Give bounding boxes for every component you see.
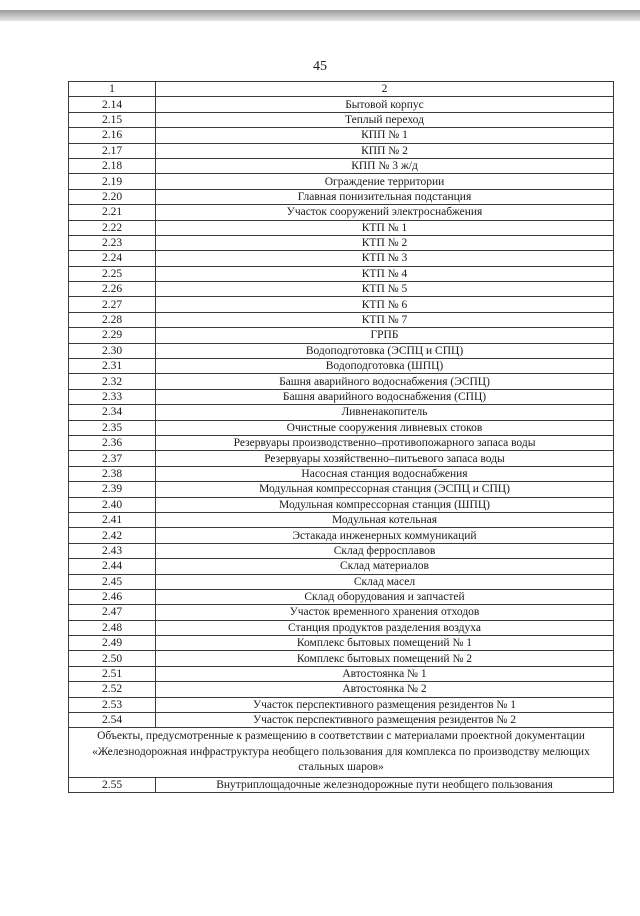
table-row xyxy=(69,620,614,635)
table-row xyxy=(69,528,614,543)
column-header-2: 2 xyxy=(156,82,614,97)
section-heading: Объекты, предусмотренные к размещению в соответствии с материалами проектной документации «Железнодорожная инфраструктура необщего пользования для комплекса по производству мелющих стальных шаров» xyxy=(69,728,614,778)
table-row xyxy=(69,451,614,466)
row-name-cell: Модульная компрессорная станция (ЭСПЦ и СПЦ) xyxy=(156,482,614,497)
table-row xyxy=(69,97,614,112)
row-number-cell: 2.36 xyxy=(69,435,156,450)
page-number: 45 xyxy=(313,59,327,74)
row-number-cell: 2.34 xyxy=(69,405,156,420)
table-row xyxy=(69,266,614,281)
row-name-cell: Модульная котельная xyxy=(156,512,614,527)
row-number-cell: 2.48 xyxy=(69,620,156,635)
row-number-cell: 2.51 xyxy=(69,666,156,681)
row-number-cell: 2.23 xyxy=(69,235,156,250)
row-name-cell: Участок сооружений электроснабжения xyxy=(156,205,614,220)
table-row xyxy=(69,682,614,697)
row-number-cell: 2.47 xyxy=(69,605,156,620)
table-row xyxy=(69,343,614,358)
row-number-cell: 2.43 xyxy=(69,543,156,558)
table-row xyxy=(69,666,614,681)
table-row xyxy=(69,189,614,204)
table-row xyxy=(69,205,614,220)
row-number-cell: 2.31 xyxy=(69,359,156,374)
row-number-cell: 2.18 xyxy=(69,158,156,173)
row-number-cell: 2.29 xyxy=(69,328,156,343)
row-name-cell: Склад масел xyxy=(156,574,614,589)
row-name-cell: Склад материалов xyxy=(156,559,614,574)
row-name-cell: КПП № 3 ж/д xyxy=(156,158,614,173)
row-name-cell: Башня аварийного водоснабжения (СПЦ) xyxy=(156,389,614,404)
row-name-cell: Склад оборудования и запчастей xyxy=(156,589,614,604)
row-name-cell: КТП № 5 xyxy=(156,282,614,297)
table-row xyxy=(69,128,614,143)
row-number-cell: 2.45 xyxy=(69,574,156,589)
table-row xyxy=(69,405,614,420)
row-number-cell: 2.40 xyxy=(69,497,156,512)
row-name-cell: КТП № 2 xyxy=(156,235,614,250)
row-name-cell: КПП № 1 xyxy=(156,128,614,143)
row-name-cell: Эстакада инженерных коммуникаций xyxy=(156,528,614,543)
row-number-cell: 2.22 xyxy=(69,220,156,235)
row-number-cell: 2.15 xyxy=(69,112,156,127)
table-row xyxy=(69,328,614,343)
table-row xyxy=(69,235,614,250)
row-number-cell: 2.32 xyxy=(69,374,156,389)
row-name-cell: КТП № 6 xyxy=(156,297,614,312)
row-name-cell: КТП № 4 xyxy=(156,266,614,281)
row-number-cell: 2.39 xyxy=(69,482,156,497)
row-number-cell: 2.42 xyxy=(69,528,156,543)
row-number-cell: 2.55 xyxy=(69,777,156,792)
table-row xyxy=(69,112,614,127)
row-name-cell: Участок перспективного размещения резидентов № 2 xyxy=(156,713,614,728)
table-row xyxy=(69,297,614,312)
row-number-cell: 2.14 xyxy=(69,97,156,112)
row-name-cell: Теплый переход xyxy=(156,112,614,127)
row-number-cell: 2.17 xyxy=(69,143,156,158)
row-name-cell: Бытовой корпус xyxy=(156,97,614,112)
row-number-cell: 2.30 xyxy=(69,343,156,358)
row-name-cell: Водоподготовка (ШПЦ) xyxy=(156,359,614,374)
table-row xyxy=(69,559,614,574)
table-row xyxy=(69,435,614,450)
row-name-cell: Участок перспективного размещения резидентов № 1 xyxy=(156,697,614,712)
row-name-cell: Станция продуктов разделения воздуха xyxy=(156,620,614,635)
row-name-cell: КПП № 2 xyxy=(156,143,614,158)
row-name-cell: Участок временного хранения отходов xyxy=(156,605,614,620)
row-number-cell: 2.44 xyxy=(69,559,156,574)
objects-table-body xyxy=(69,82,614,793)
row-name-cell: КТП № 3 xyxy=(156,251,614,266)
row-number-cell: 2.38 xyxy=(69,466,156,481)
row-number-cell: 2.28 xyxy=(69,312,156,327)
table-row xyxy=(69,543,614,558)
table-row xyxy=(69,512,614,527)
table-row xyxy=(69,651,614,666)
table-row xyxy=(69,251,614,266)
row-number-cell: 2.35 xyxy=(69,420,156,435)
table-row xyxy=(69,574,614,589)
table-row xyxy=(69,359,614,374)
row-number-cell: 2.21 xyxy=(69,205,156,220)
row-number-cell: 2.25 xyxy=(69,266,156,281)
table-row xyxy=(69,312,614,327)
row-name-cell: Автостоянка № 1 xyxy=(156,666,614,681)
table-row xyxy=(69,466,614,481)
column-header-1: 1 xyxy=(69,82,156,97)
row-name-cell: Резервуары производственно–противопожарного запаса воды xyxy=(156,435,614,450)
row-name-cell: КТП № 1 xyxy=(156,220,614,235)
row-number-cell: 2.53 xyxy=(69,697,156,712)
table-row xyxy=(69,482,614,497)
row-name-cell: Автостоянка № 2 xyxy=(156,682,614,697)
table-row xyxy=(69,636,614,651)
table-row xyxy=(69,143,614,158)
row-number-cell: 2.19 xyxy=(69,174,156,189)
row-number-cell: 2.26 xyxy=(69,282,156,297)
table-row xyxy=(69,174,614,189)
row-name-cell: Башня аварийного водоснабжения (ЭСПЦ) xyxy=(156,374,614,389)
row-number-cell: 2.33 xyxy=(69,389,156,404)
row-name-cell: Комплекс бытовых помещений № 1 xyxy=(156,636,614,651)
scan-edge-shadow xyxy=(0,10,640,21)
table-row xyxy=(69,374,614,389)
row-number-cell: 2.52 xyxy=(69,682,156,697)
row-name-cell: Резервуары хозяйственно–питьевого запаса воды xyxy=(156,451,614,466)
table-row xyxy=(69,389,614,404)
row-name-cell: Главная понизительная подстанция xyxy=(156,189,614,204)
row-number-cell: 2.37 xyxy=(69,451,156,466)
table-row xyxy=(69,605,614,620)
row-number-cell: 2.27 xyxy=(69,297,156,312)
row-name-cell: ГРПБ xyxy=(156,328,614,343)
table-row xyxy=(69,158,614,173)
section-heading-row xyxy=(69,728,614,778)
row-name-cell: Комплекс бытовых помещений № 2 xyxy=(156,651,614,666)
table-row xyxy=(69,420,614,435)
row-name-cell: Внутриплощадочные железнодорожные пути необщего пользования xyxy=(156,777,614,792)
row-number-cell: 2.54 xyxy=(69,713,156,728)
row-number-cell: 2.50 xyxy=(69,651,156,666)
row-name-cell: КТП № 7 xyxy=(156,312,614,327)
table-row xyxy=(69,497,614,512)
row-number-cell: 2.20 xyxy=(69,189,156,204)
table-row xyxy=(69,589,614,604)
table-header-row xyxy=(69,82,614,97)
row-number-cell: 2.24 xyxy=(69,251,156,266)
row-number-cell: 2.49 xyxy=(69,636,156,651)
row-name-cell: Насосная станция водоснабжения xyxy=(156,466,614,481)
table-row xyxy=(69,282,614,297)
row-name-cell: Водоподготовка (ЭСПЦ и СПЦ) xyxy=(156,343,614,358)
table-row xyxy=(69,713,614,728)
row-name-cell: Склад ферросплавов xyxy=(156,543,614,558)
row-number-cell: 2.41 xyxy=(69,512,156,527)
objects-table xyxy=(68,81,614,793)
table-row xyxy=(69,220,614,235)
row-name-cell: Очистные сооружения ливневых стоков xyxy=(156,420,614,435)
row-name-cell: Ограждение территории xyxy=(156,174,614,189)
row-name-cell: Ливненакопитель xyxy=(156,405,614,420)
table-row xyxy=(69,777,614,792)
row-number-cell: 2.16 xyxy=(69,128,156,143)
row-name-cell: Модульная компрессорная станция (ШПЦ) xyxy=(156,497,614,512)
row-number-cell: 2.46 xyxy=(69,589,156,604)
table-row xyxy=(69,697,614,712)
